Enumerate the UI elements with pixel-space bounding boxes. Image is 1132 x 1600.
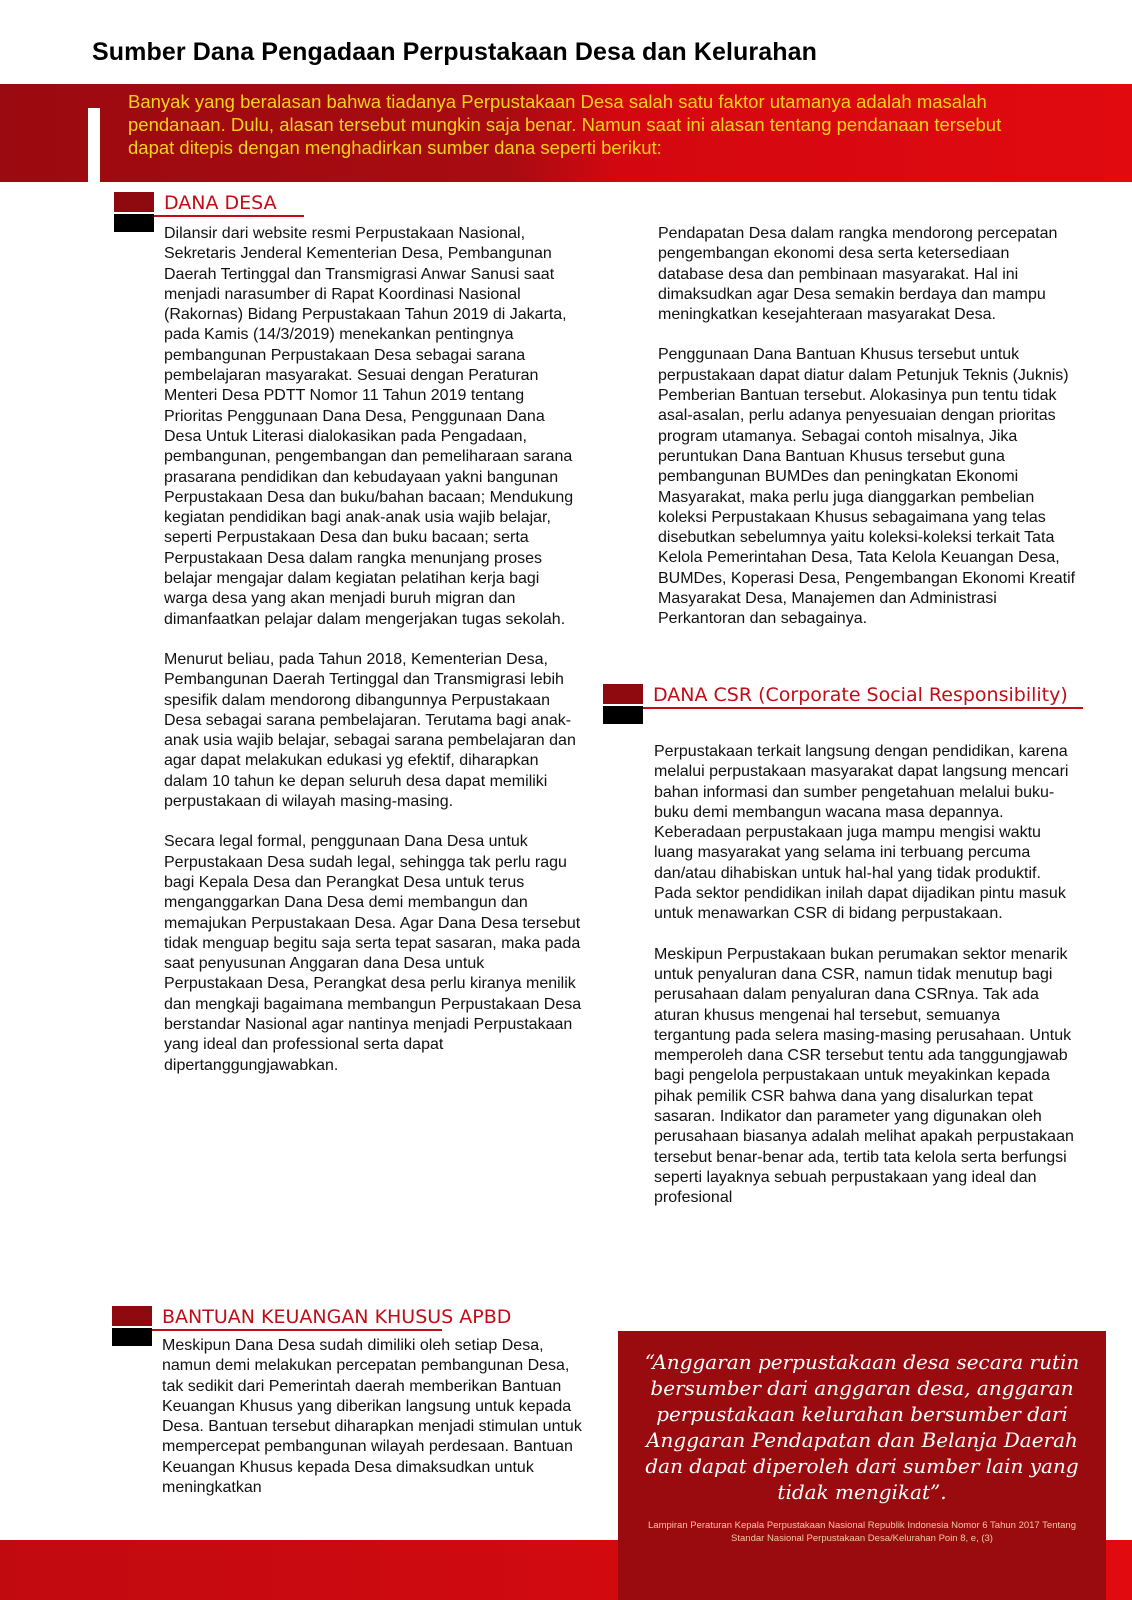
intro-text: Banyak yang beralasan bahwa tiadanya Perpustakaan Desa salah satu faktor utamanya adalah masalah pendanaan. Dulu, alasan tersebut mungkin saja benar. Namun saat ini alasan tentang pendanaan tersebut dapat ditepis dengan menghadirkan sumber dana seperti berikut: [128, 91, 1002, 158]
heading-marker-red [603, 684, 643, 704]
paragraph: Perpustakaan terkait langsung dengan pendidikan, karena melalui perpustakaan masyarakat dapat langsung mencari bahan informasi dan sumber pengetahuan melalui buku-buku demi membangun wacana masa depannya. Keberadaan perpustakaan juga mampu mengisi waktu luang masyarakat yang selama ini terbuang percuma dan/atau dihabiskan untuk hal-hal yang tidak produktif. Pada sektor pendidikan inilah dapat dijadikan pintu masuk untuk menawarkan CSR di bidang perpustakaan. [654, 743, 1069, 923]
heading-marker-black [603, 706, 643, 724]
heading-marker-black [112, 1328, 152, 1346]
bantuan-body [162, 1336, 582, 1518]
heading-marker-red [114, 192, 154, 212]
paragraph: Menurut beliau, pada Tahun 2018, Kementerian Desa, Pembangunan Daerah Tertinggal dan Transmigrasi lebih spesifik dalam mendorong dibangunnya Perpustakaan Desa sebagai sarana pembelajaran. Terutama bagi anak-anak usia wajib belajar, sebagai sarana pembelajaran dan agar dapat melakukan edukasi yg efektif, diharapkan dalam 10 tahun ke depan seluruh desa dapat memiliki perpustakaan di wilayah masing-masing. [164, 650, 576, 811]
heading-marker-red [112, 1306, 152, 1326]
page-title: Sumber Dana Pengadaan Perpustakaan Desa dan Kelurahan [92, 38, 817, 66]
paragraph: Pendapatan Desa dalam rangka mendorong percepatan pengembangan ekonomi desa serta ketersediaan database desa dan pembinaan masyarakat. Hal ini dimaksudkan agar Desa semakin berdaya dan mampu meningkatkan kesejahteraan masyarakat Desa. [658, 225, 1058, 324]
paragraph: Dilansir dari website resmi Perpustakaan Nasional, Sekretaris Jenderal Kementerian Desa, Pembangunan Daerah Tertinggal dan Transmigrasi Anwar Sanusi saat menjadi narasumber di Rapat Koordinasi Nasional (Rakornas) Bidang Perpustakaan Tahun 2019 di Jakarta, pada Kamis (14/3/2019) menekankan pentingnya pembangunan Perpustakaan Desa sebagai sarana pembelajaran masyarakat. Sesuai dengan Peraturan Menteri Desa PDTT Nomor 11 Tahun 2019 tentang Prioritas Penggunaan Dana Desa, Penggunaan Dana Desa Untuk Literasi dialokasikan pada Pengadaan, pembangunan, pengembangan dan pemeliharaan sarana prasarana pendidikan dan kebudayaan yakni bangunan Perpustakaan Desa dan buku/bahan bacaan; Mendukung kegiatan pendidikan bagi anak-anak usia wajib belajar, seperti Perpustakaan Desa dan buku bacaan; serta Perpustakaan Desa dalam rangka menunjang proses belajar mengajar dalam kegiatan pelatihan kerja bagi warga desa yang akan menjadi buruh migran dan dimanfaatkan pelajar dalam mengerjakan tugas sekolah. [164, 225, 574, 628]
paragraph: Secara legal formal, penggunaan Dana Desa untuk Perpustakaan Desa sudah legal, sehingga tak perlu ragu bagi Kepala Desa dan Perangkat Desa untuk terus menganggarkan Dana Desa demi membangun dan memajukan Perpustakaan Desa. Agar Dana Desa tersebut tidak menguap begitu saja serta tepat sasaran, maka pada saat penyusunan Anggaran dana Desa untuk Perpustakaan Desa, Perangkat desa perlu kiranya menilik dan mengkaji bagaimana membangun Perpustakaan Desa berstandar Nasional agar nantinya menjadi Perpustakaan yang ideal dan professional serta dapat dipertanggungjawabkan. [164, 833, 582, 1074]
section-heading-csr [603, 684, 1103, 728]
heading-underline [643, 707, 1083, 709]
section-title: DANA CSR (Corporate Social Responsibility) [653, 684, 1068, 706]
section-title: BANTUAN KEUANGAN KHUSUS APBD [162, 1306, 512, 1328]
quote-source: Lampiran Peraturan Kepala Perpustakaan Nasional Republik Indonesia Nomor 6 Tahun 2017 Tentang Standar Nasional Perpustakaan Desa/Kelurahan Poin 8, e, (3) [648, 1520, 1076, 1544]
paragraph: Meskipun Dana Desa sudah dimiliki oleh setiap Desa, namun demi melakukan percepatan pembangunan Desa, tak sedikit dari Pemerintah daerah memberikan Bantuan Keuangan Khusus yang diberikan langsung untuk kepada Desa. Bantuan tersebut diharapkan menjadi stimulan untuk mempercepat pembangunan wilayah perdesaan. Bantuan Keuangan Khusus kepada Desa dimaksudkan untuk meningkatkan [162, 1337, 582, 1497]
paragraph: Penggunaan Dana Bantuan Khusus tersebut untuk perpustakaan dapat diatur dalam Petunjuk Teknis (Juknis) Pemberian Bantuan tersebut. Alokasinya pun tentu tidak asal-asalan, perlu adanya penyesuaian dengan prioritas program utamanya. Sebagai contoh misalnya, Jika peruntukan Dana Bantuan Khusus tersebut guna pembangunan BUMDes dan peningkatan Ekonomi Masyarakat, maka perlu juga dianggarkan pembelian koleksi Perpustakaan Khusus sebagaimana yang telas disebutkan sebelumnya yaitu koleksi-koleksi terkait Tata Kelola Pemerintahan Desa, Tata Kelola Keuangan Desa, BUMDes, Koperasi Desa, Pengembangan Ekonomi Kreatif Masyarakat Desa, Manajemen dan Administrasi Perkantoran dan sebagainya. [658, 346, 1076, 628]
banner-accent-bar [88, 108, 100, 182]
dana-desa-body [164, 224, 584, 1096]
heading-underline [152, 1329, 442, 1331]
heading-underline [154, 215, 304, 217]
paragraph: Meskipun Perpustakaan bukan perumakan sektor menarik untuk penyaluran dana CSR, namun tidak menutup bagi perusahaan dalam penyaluran dana CSRnya. Tak ada aturan khusus mengenai hal tersebut, semuanya tergantung pada selera masing-masing perusahaan. Untuk memperoleh dana CSR tersebut tentu ada tanggungjawab bagi pengelola perpustakaan untuk meyakinkan kepada pihak pemilik CSR bahwa dana yang disalurkan tepat sasaran. Indikator dan parameter yang digunakan oleh perusahaan biasanya adalah melihat apakah perpustakaan tersebut benar-benar ada, tertib tata kelola serta berfungsi seperti layaknya sebuah perpustakaan yang ideal dan profesional [654, 945, 1074, 1207]
bantuan-body-continued [658, 224, 1076, 650]
quote-box [618, 1331, 1106, 1600]
section-title: DANA DESA [164, 192, 277, 214]
quote-text: “Anggaran perpustakaan desa secara rutin bersumber dari anggaran desa, anggaran perpustakaan kelurahan bersumber dari Anggaran Pendapatan dan Belanja Daerah dan dapat diperoleh dari sumber lain yang tidak mengikat”. [644, 1350, 1080, 1504]
heading-marker-black [114, 214, 154, 232]
csr-body [654, 742, 1080, 1229]
